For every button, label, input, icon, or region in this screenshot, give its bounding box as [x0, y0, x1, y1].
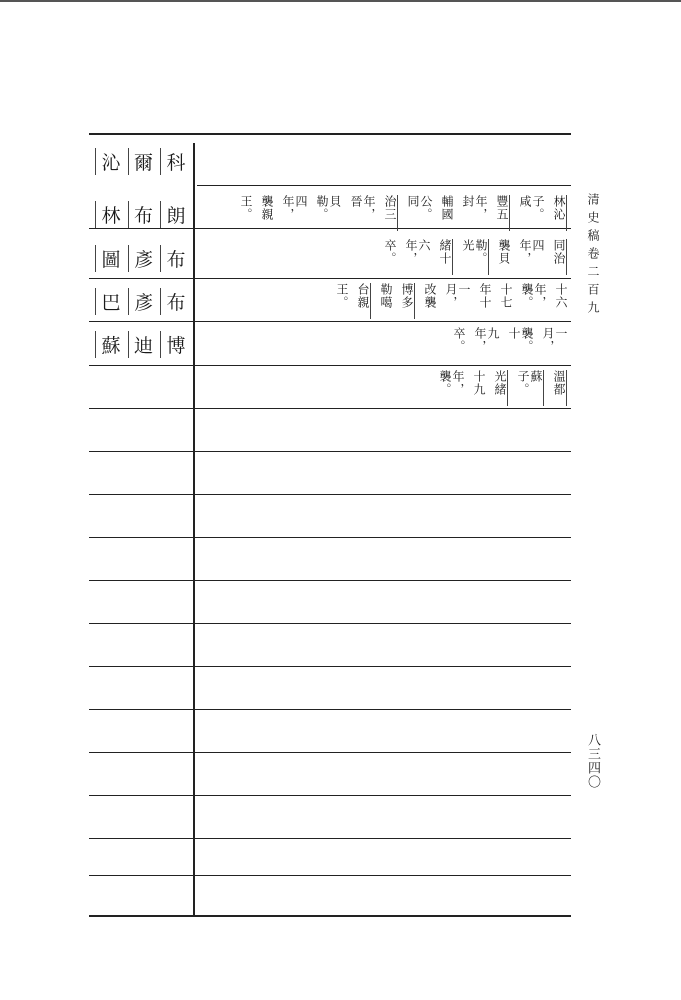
- row-rule: [89, 408, 571, 409]
- text-column: 溫都: [552, 370, 567, 406]
- text-column: 光緒: [493, 370, 508, 406]
- name-char: 彥: [128, 288, 157, 315]
- text-column: 公。同: [406, 195, 433, 221]
- row-rule: [89, 278, 571, 279]
- text-column: 豐五: [495, 195, 510, 231]
- name-cell: [95, 330, 189, 358]
- entry-row: [197, 239, 567, 275]
- row-rule: [89, 580, 571, 581]
- text-column: 蘇子。: [516, 370, 544, 406]
- text-column: 襲。十: [507, 327, 534, 353]
- name-char: 巴: [95, 288, 124, 315]
- text-column: 四年，: [518, 239, 545, 265]
- name-char: 布: [160, 245, 189, 272]
- text-column: 四年，: [281, 195, 308, 221]
- text-column: 勒噶: [379, 283, 393, 309]
- text-column: 一月，: [444, 283, 471, 309]
- entry-row: [197, 370, 567, 406]
- text-column: 貝勒。: [315, 195, 342, 221]
- text-column: 王。: [239, 195, 253, 221]
- text-column: 同治: [552, 239, 567, 275]
- name-char: 沁: [95, 148, 124, 175]
- name-char: 布: [160, 288, 189, 315]
- text-column: 十七: [499, 283, 513, 309]
- name-char: 朗: [160, 201, 189, 228]
- genealogy-table: [89, 133, 571, 919]
- entry-row: [197, 195, 567, 231]
- name-cell: [95, 287, 189, 315]
- text-column: 博多: [400, 283, 415, 319]
- text-column: 林沁: [552, 195, 567, 231]
- name-char: 圖: [95, 245, 124, 272]
- page-top-border: [0, 0, 681, 2]
- text-column: 治三: [383, 195, 398, 231]
- text-column: 年，襲。: [520, 283, 547, 309]
- row-rule: [89, 321, 571, 322]
- name-cell: [95, 244, 189, 272]
- text-column: 台親: [356, 283, 371, 319]
- row-rule: [89, 875, 571, 876]
- row-rule: [89, 795, 571, 796]
- text-column: 王。: [335, 283, 349, 309]
- row-rule: [89, 365, 571, 366]
- name-cell: [95, 147, 189, 175]
- text-column: 卒。: [452, 327, 466, 353]
- text-column: 子。咸: [518, 195, 545, 221]
- name-char: 彥: [128, 245, 157, 272]
- row-rule: [89, 537, 571, 538]
- text-column: 六年，: [404, 239, 431, 265]
- text-column: 緒十: [438, 239, 453, 275]
- row-rule: [89, 709, 571, 710]
- text-column: 九年，: [473, 327, 500, 353]
- text-column: 輔國: [440, 195, 454, 221]
- entry-row: [197, 327, 567, 363]
- text-column: 改襲: [423, 283, 437, 309]
- text-column: 年，晉: [349, 195, 376, 221]
- row-rule: [89, 623, 571, 624]
- name-char: 科: [160, 148, 189, 175]
- text-column: 勒。光: [461, 239, 489, 275]
- row-rule: [197, 185, 571, 186]
- name-char: 博: [160, 331, 189, 358]
- text-column: 十六: [554, 283, 568, 309]
- table-bottom-rule: [89, 915, 571, 917]
- text-column: 一月，: [541, 327, 568, 353]
- row-rule: [89, 752, 571, 753]
- name-cell: [95, 200, 189, 228]
- text-column: 年，襲。: [438, 370, 465, 396]
- column-divider: [193, 143, 195, 915]
- row-rule: [89, 666, 571, 667]
- row-rule: [89, 451, 571, 452]
- name-char: 爾: [128, 148, 157, 175]
- entry-row: [197, 283, 567, 319]
- text-column: 襲貝: [497, 239, 511, 265]
- name-char: 布: [128, 201, 157, 228]
- text-column: 襲親: [260, 195, 274, 221]
- table-top-rule: [89, 133, 571, 135]
- text-column: 十九: [472, 370, 486, 396]
- row-rule: [89, 494, 571, 495]
- row-rule: [89, 838, 571, 839]
- name-char: 蘇: [95, 331, 124, 358]
- page-number: 八三四〇: [585, 733, 600, 789]
- name-char: 林: [95, 201, 124, 228]
- text-column: 卒。: [383, 239, 397, 265]
- text-column: 年，封: [461, 195, 488, 221]
- name-char: 迪: [128, 331, 157, 358]
- text-column: 年十: [478, 283, 492, 309]
- book-title: 清史稿卷二百九: [586, 193, 600, 319]
